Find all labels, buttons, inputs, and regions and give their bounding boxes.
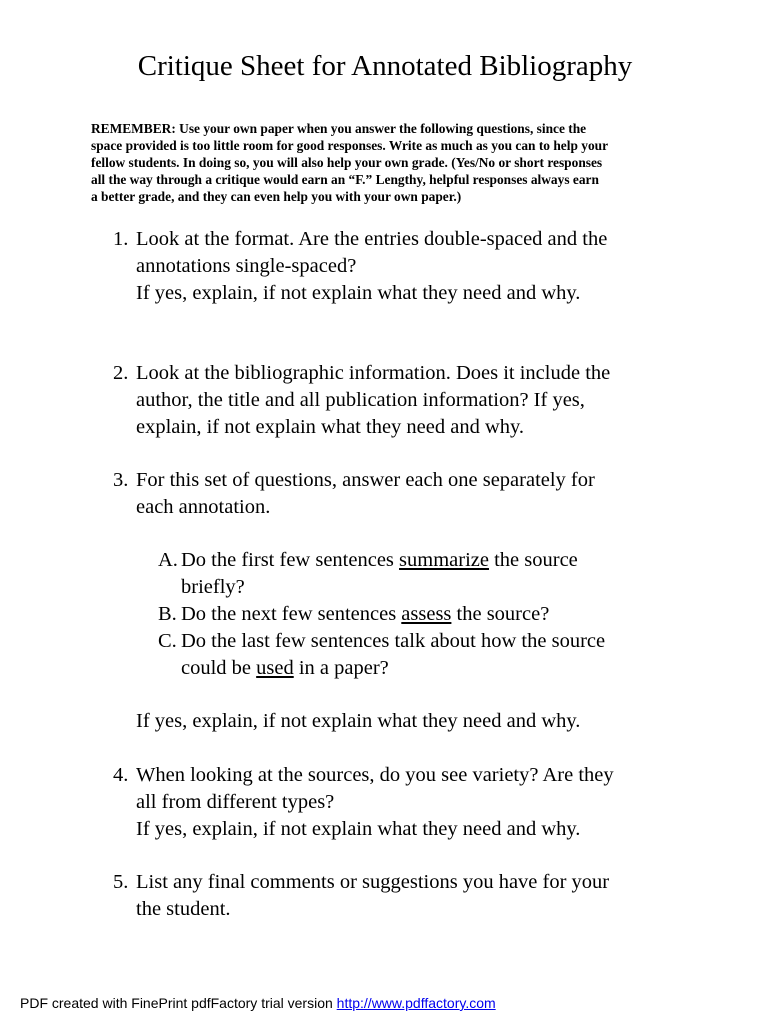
question-number: 4. [113, 764, 129, 786]
question-line: For this set of questions, answer each one separately for [136, 469, 595, 491]
question-line: all from different types? [136, 791, 335, 813]
remember-line: space provided is too little room for good responses. Write as much as you can to help your [91, 138, 609, 153]
remember-line: all the way through a critique would earn an “F.” Lengthy, helpful responses always earn [91, 172, 599, 187]
question-line: When looking at the sources, do you see variety? Are they [136, 764, 614, 786]
remember-line: fellow students. In doing so, you will also help your own grade. (Yes/No or short responses [91, 155, 603, 170]
question-line: Look at the format. Are the entries double-spaced and the [136, 228, 608, 250]
question-number: 5. [113, 871, 129, 893]
subquestion-letter: A. [158, 549, 178, 571]
question-3-followup: If yes, explain, if not explain what they need and why. [136, 710, 581, 732]
subquestion-c [158, 628, 718, 682]
subquestion-line: Do the first few sentences summarize the source [181, 549, 578, 571]
question-line: annotations single-spaced? [136, 255, 357, 277]
question-line: If yes, explain, if not explain what they need and why. [136, 818, 581, 840]
pdf-footer [20, 994, 496, 1012]
emphasis-summarize: summarize [399, 549, 489, 571]
question-4 [113, 762, 733, 843]
subquestion-b [158, 601, 718, 628]
question-number: 1. [113, 228, 129, 250]
subquestion-a [158, 547, 718, 601]
subquestion-line: could be used in a paper? [181, 657, 389, 679]
subquestion-line: briefly? [181, 576, 245, 598]
footer-text: PDF created with FinePrint pdfFactory trial version [20, 995, 337, 1011]
question-2 [113, 360, 733, 441]
subquestion-letter: C. [158, 630, 177, 652]
subquestion-letter: B. [158, 603, 177, 625]
question-number: 2. [113, 362, 129, 384]
emphasis-used: used [256, 657, 294, 679]
question-line: List any final comments or suggestions you have for your [136, 871, 610, 893]
emphasis-assess: assess [401, 603, 452, 625]
question-number: 3. [113, 469, 129, 491]
question-3 [113, 467, 733, 521]
pdffactory-link[interactable]: http://www.pdffactory.com [336, 995, 496, 1011]
subquestion-list [158, 547, 718, 682]
question-1 [113, 226, 733, 307]
question-line: each annotation. [136, 496, 271, 518]
remember-line: REMEMBER: Use your own paper when you answer the following questions, since the [91, 121, 587, 136]
document-title: Critique Sheet for Annotated Bibliography [137, 50, 633, 82]
question-line: explain, if not explain what they need and why. [136, 416, 525, 438]
question-line: the student. [136, 898, 231, 920]
question-line: author, the title and all publication information? If yes, [136, 389, 585, 411]
remember-note [91, 120, 701, 205]
subquestion-line: Do the next few sentences assess the source? [181, 603, 550, 625]
remember-line: a better grade, and they can even help you with your own paper.) [91, 189, 462, 204]
question-line: Look at the bibliographic information. Does it include the [136, 362, 611, 384]
question-5 [113, 869, 733, 923]
question-line: If yes, explain, if not explain what they need and why. [136, 282, 581, 304]
subquestion-line: Do the last few sentences talk about how the source [181, 630, 606, 652]
